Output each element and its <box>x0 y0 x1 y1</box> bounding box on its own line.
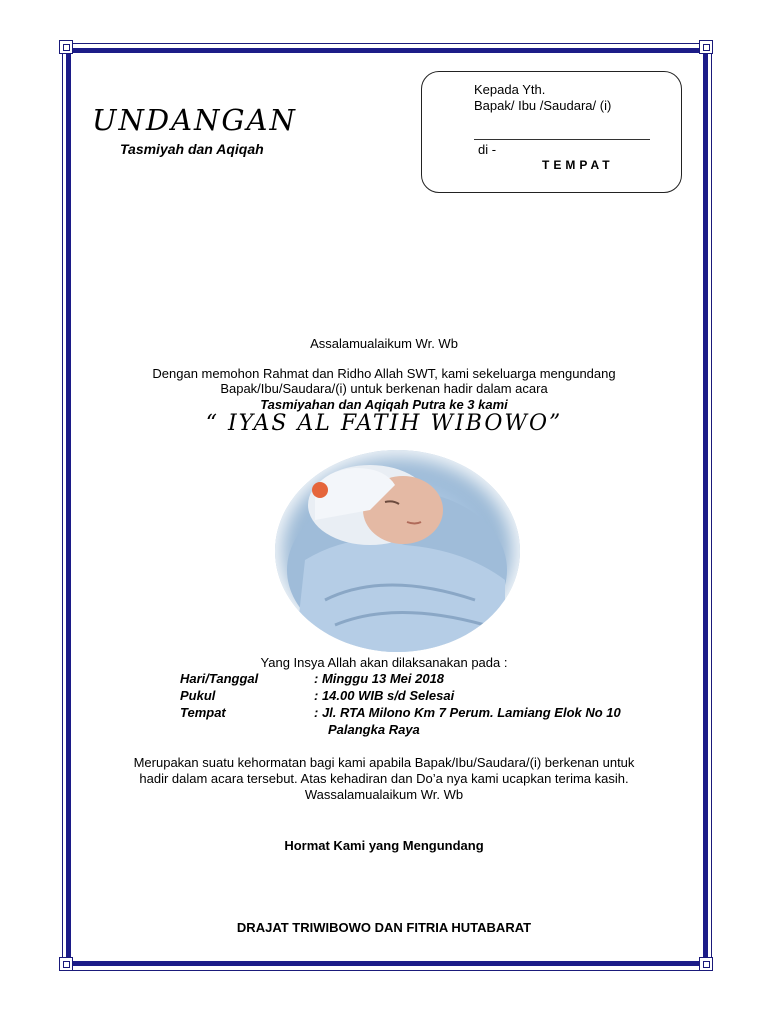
corner-ornament-bottom-right <box>699 957 713 971</box>
corner-ornament-bottom-left <box>59 957 73 971</box>
invitation-title: UNDANGAN <box>92 103 297 137</box>
detail-label-date: Hari/Tanggal <box>180 671 259 686</box>
detail-value-place: : Jl. RTA Milono Km 7 Perum. Lamiang Elok No 10 <box>314 705 621 720</box>
detail-value-place-city: Palangka Raya <box>328 722 420 737</box>
corner-ornament-top-left <box>59 40 73 54</box>
detail-label-place: Tempat <box>180 705 226 720</box>
event-name: Tasmiyahan dan Aqiqah Putra ke 3 kami <box>260 397 508 412</box>
farewell: Wassalamualaikum Wr. Wb <box>304 787 464 802</box>
host-names: DRAJAT TRIWIBOWO DAN FITRIA HUTABARAT <box>236 920 532 935</box>
invitation-subtitle: Tasmiyah dan Aqiqah <box>120 141 264 157</box>
detail-label-time: Pukul <box>180 688 216 703</box>
address-di-label: di - <box>478 142 497 157</box>
address-recipient-title: Kepada Yth. <box>474 82 546 97</box>
regards: Hormat Kami yang Mengundang <box>284 838 484 853</box>
closing-line-2: hadir dalam acara tersebut. Atas kehadiran dan Do’a nya kami ucapkan terima kasih. <box>139 771 629 786</box>
detail-value-date: : Minggu 13 Mei 2018 <box>314 671 445 686</box>
baby-illustration <box>275 450 520 652</box>
schedule-intro: Yang Insya Allah akan dilaksanakan pada : <box>260 655 508 670</box>
closing-line-1: Merupakan suatu kehormatan bagi kami apabila Bapak/Ibu/Saudara/(i) berkenan untuk <box>133 755 635 770</box>
child-name: “ IYAS AL FATIH WIBOWO” <box>205 411 563 436</box>
intro-line-1: Dengan memohon Rahmat dan Ridho Allah SWT, kami sekeluarga mengundang <box>152 366 616 381</box>
address-box <box>421 71 682 193</box>
address-name-line <box>474 139 650 140</box>
detail-value-time: : 14.00 WIB s/d Selesai <box>314 688 455 703</box>
greeting: Assalamualaikum Wr. Wb <box>310 336 458 351</box>
baby-photo <box>275 450 520 652</box>
address-place: TEMPAT <box>542 158 614 172</box>
address-recipient-salutation: Bapak/ Ibu /Saudara/ (i) <box>474 98 612 113</box>
intro-line-2: Bapak/Ibu/Saudara/(i) untuk berkenan hadir dalam acara <box>220 381 548 396</box>
corner-ornament-top-right <box>699 40 713 54</box>
